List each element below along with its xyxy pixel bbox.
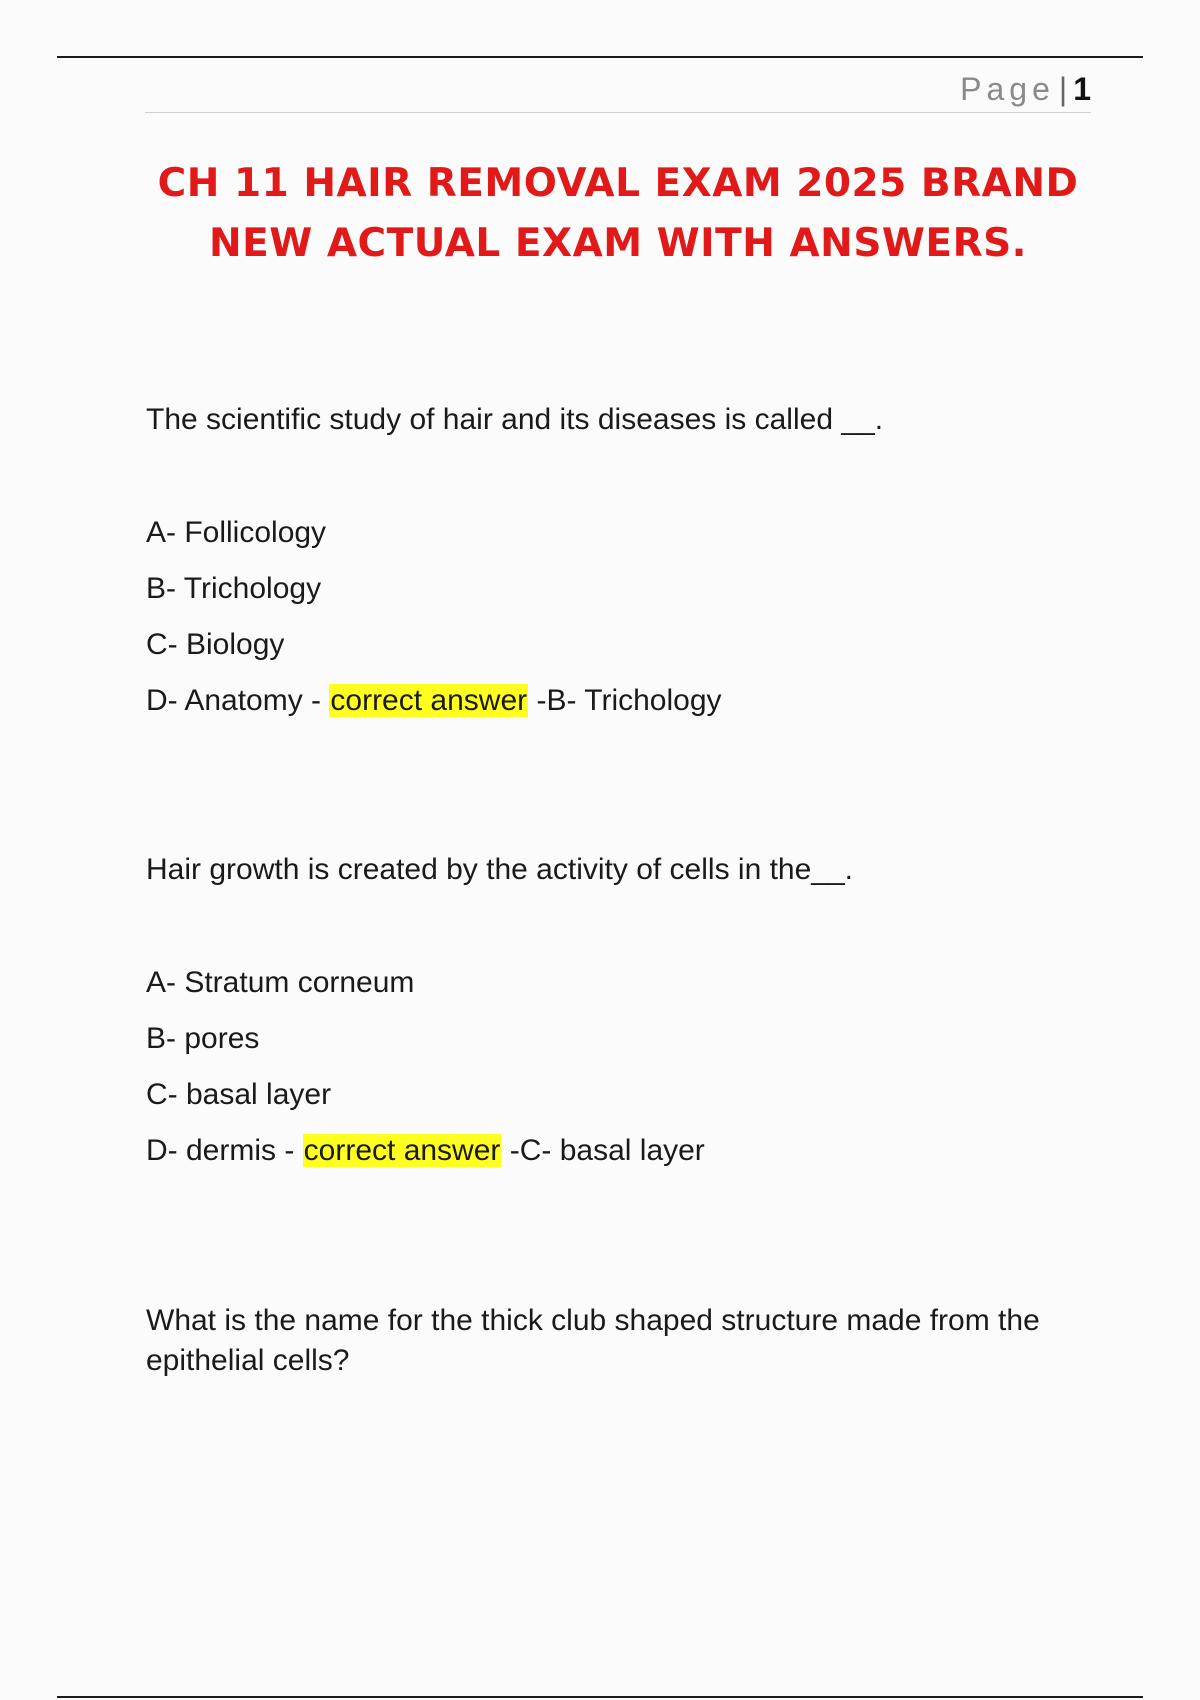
question-2 (146, 850, 1086, 1187)
answer-value: -C- basal layer (501, 1134, 705, 1167)
title-line-2: NEW ACTUAL EXAM WITH ANSWERS. (209, 221, 1027, 266)
correct-answer-highlight: correct answer (303, 1134, 501, 1167)
question-1 (146, 400, 1086, 737)
option-b: B- pores (146, 1022, 260, 1055)
page-separator: | (1058, 71, 1068, 107)
question-3 (146, 1301, 1086, 1381)
option-a: A- Stratum corneum (146, 966, 415, 999)
title-line-1: CH 11 HAIR REMOVAL EXAM 2025 BRAND (157, 161, 1079, 206)
correct-answer-highlight: correct answer (330, 684, 528, 717)
option-c: C- basal layer (146, 1078, 332, 1111)
question-text: Hair growth is created by the activity of cells in the__. (146, 853, 853, 886)
option-a: A- Follicology (146, 516, 327, 549)
top-rule (57, 56, 1143, 58)
options-list (146, 963, 1086, 1187)
option-c: C- Biology (146, 628, 285, 661)
option-d: D- dermis - (146, 1134, 303, 1167)
question-text: What is the name for the thick club shaped structure made from the epithelial cells? (146, 1304, 1040, 1377)
options-list (146, 513, 1086, 737)
answer-value: -B- Trichology (528, 684, 722, 717)
option-d: D- Anatomy - (146, 684, 330, 717)
page-label: Page (960, 71, 1055, 107)
option-b: B- Trichology (146, 572, 322, 605)
page-number: 1 (1073, 71, 1091, 107)
page-header (145, 66, 1091, 113)
option-d-with-answer (146, 1131, 1086, 1187)
option-d-with-answer (146, 681, 1086, 737)
bottom-rule (57, 1696, 1143, 1698)
document-title (140, 154, 1096, 274)
question-text: The scientific study of hair and its diseases is called __. (146, 403, 884, 436)
